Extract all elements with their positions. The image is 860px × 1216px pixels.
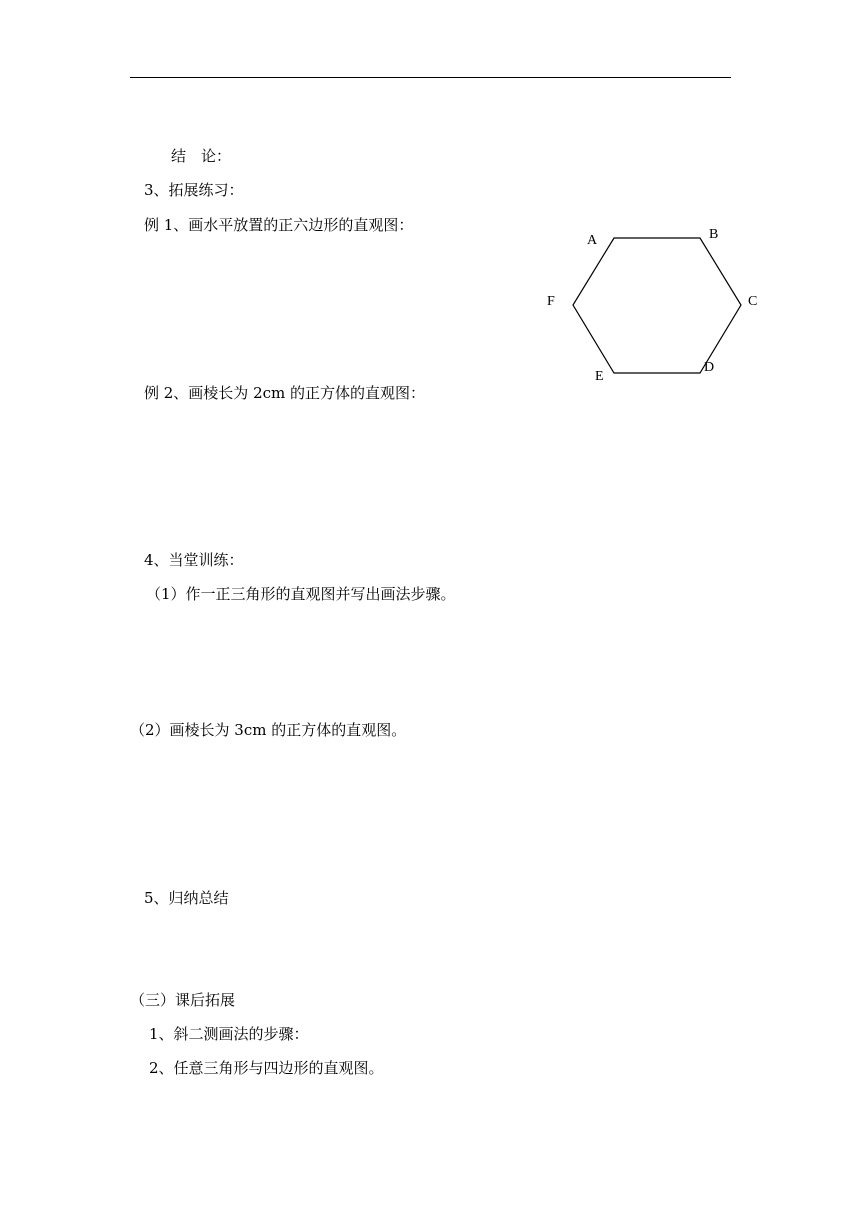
exercise-2-text: （2）画棱长为 3cm 的正方体的直观图。 [130,721,407,739]
section-4-heading: 4、当堂训练： [144,551,244,569]
example-1-text: 例 1、画水平放置的正六边形的直观图： [144,216,414,234]
conclusion-label: 结 论： [171,147,232,165]
section-3-heading: 3、拓展练习： [144,181,244,199]
header-rule [130,77,731,78]
homework-1-text: 1、斜二测画法的步骤： [149,1025,309,1043]
vertex-label-a: A [587,233,598,248]
part-3-heading: （三）课后拓展 [130,991,236,1009]
hexagon-outline [573,238,741,373]
hexagon-figure [540,222,770,388]
example-2-text: 例 2、画棱长为 2cm 的正方体的直观图： [144,384,426,402]
vertex-label-e: E [595,369,604,384]
vertex-label-d: D [704,360,715,375]
vertex-label-b: B [709,227,719,242]
homework-2-text: 2、任意三角形与四边形的直观图。 [149,1059,384,1077]
vertex-label-c: C [748,294,758,309]
section-5-heading: 5、归纳总结 [144,889,229,907]
vertex-label-f: F [547,294,555,309]
exercise-1-text: （1）作一正三角形的直观图并写出画法步骤。 [146,585,456,603]
